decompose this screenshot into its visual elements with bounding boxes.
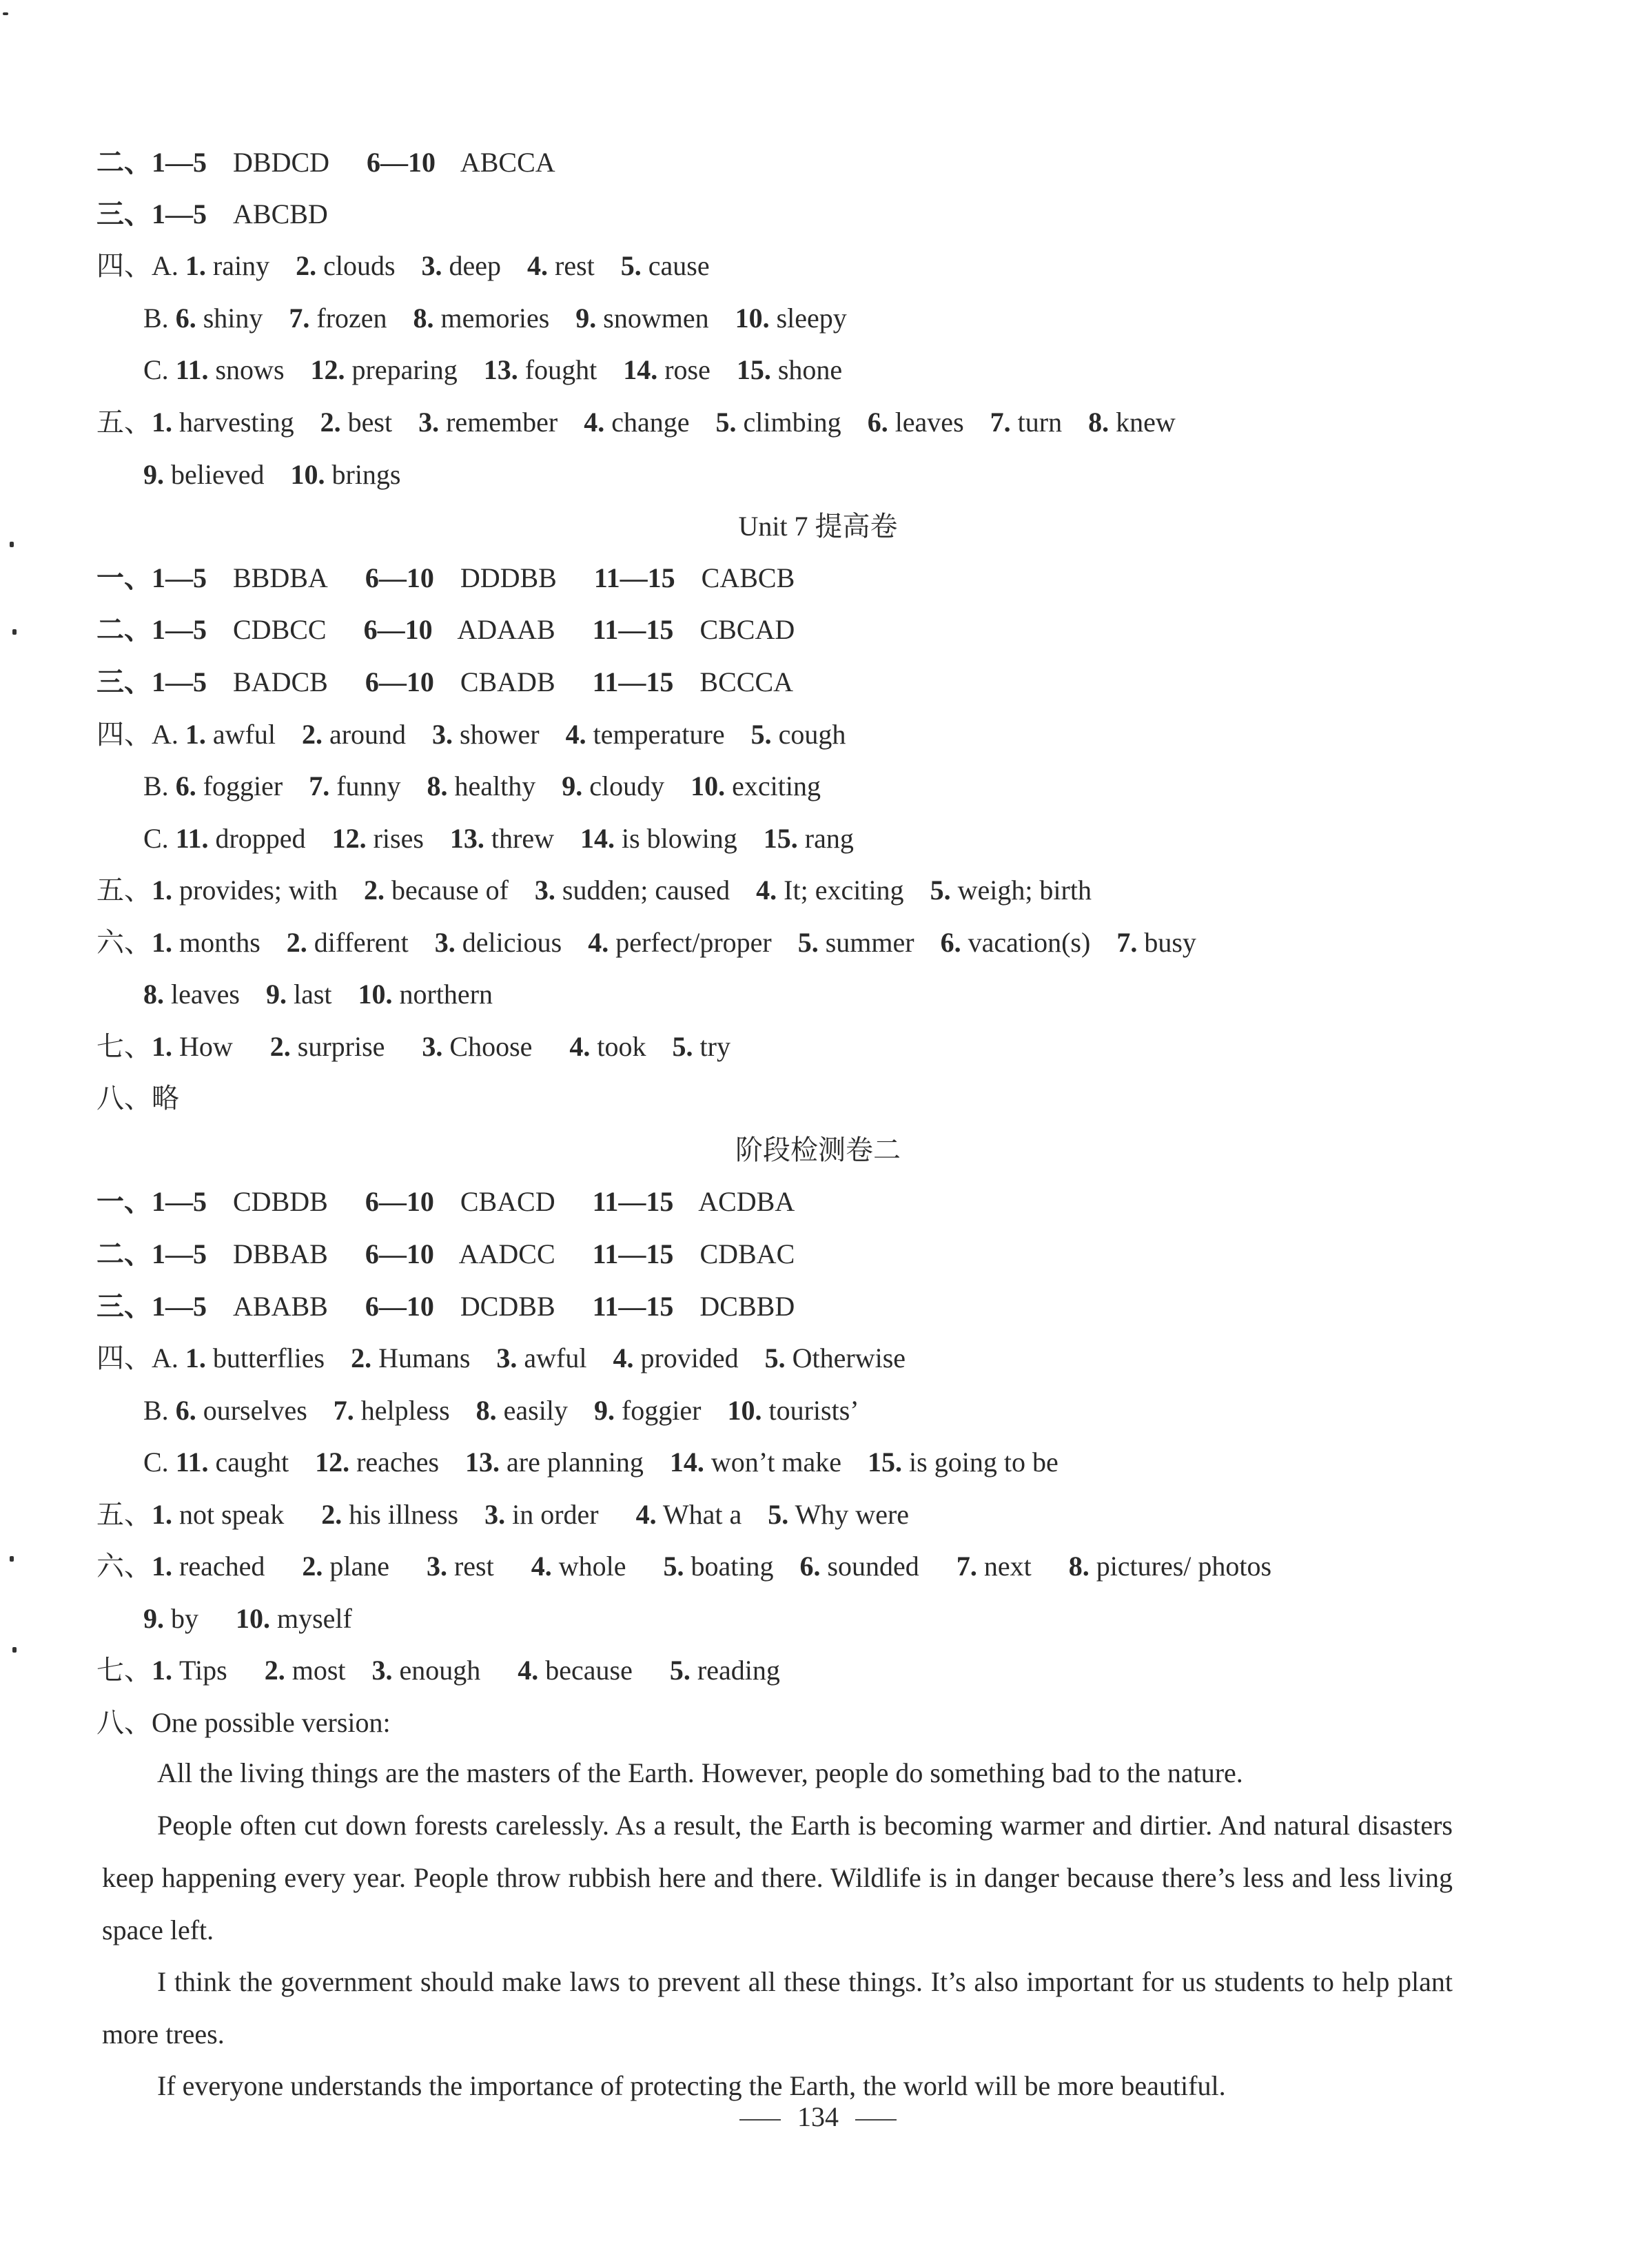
item-number: 5.	[764, 1342, 786, 1373]
answer-text: harvesting	[179, 407, 294, 438]
answer-text: northern	[399, 979, 493, 1010]
answer-line	[143, 977, 1540, 1012]
item-number: 6—10	[365, 562, 434, 593]
item-number: 5.	[669, 1655, 691, 1686]
answer-line	[96, 664, 1540, 700]
item-number: 6.	[940, 927, 961, 958]
item-number: 6—10	[363, 614, 433, 645]
scan-speck	[10, 1556, 14, 1562]
item-number: 12.	[331, 823, 367, 854]
answer-text: exciting	[732, 770, 821, 801]
part-label: 六、	[96, 1551, 152, 1582]
page-number-text: 134	[797, 2101, 839, 2132]
answer-text: BADCB	[233, 666, 328, 697]
answer-text: busy	[1144, 927, 1196, 958]
item-number: 8.	[413, 303, 434, 334]
answer-text: turn	[1017, 407, 1063, 438]
answer-text: CDBDB	[233, 1186, 328, 1217]
item-number: 14.	[623, 354, 658, 385]
item-number: 6—10	[365, 666, 434, 697]
answer-text: his illness	[349, 1499, 459, 1530]
answer-text: deep	[449, 250, 502, 281]
answer-text: sleepy	[776, 303, 847, 334]
answer-text: DBBAB	[233, 1238, 328, 1269]
answer-text: easily	[503, 1395, 568, 1426]
answer-text: rest	[555, 250, 595, 281]
item-number: 1.	[152, 1655, 172, 1686]
answer-text: rainy	[212, 250, 270, 281]
answer-line	[96, 717, 1540, 753]
item-number: 13.	[483, 354, 518, 385]
item-number: 2.	[269, 1031, 291, 1062]
item-number: 14.	[580, 823, 615, 854]
answer-text: clouds	[323, 250, 396, 281]
item-number: 2.	[351, 1342, 372, 1373]
item-number: 9.	[265, 979, 287, 1010]
answer-text: different	[314, 927, 409, 958]
item-number: 5.	[672, 1031, 693, 1062]
answer-text: because	[545, 1655, 633, 1686]
page-number	[0, 2101, 1636, 2133]
item-number: 11—15	[593, 562, 675, 593]
answer-text: dropped	[215, 823, 306, 854]
part-label: 五、	[96, 875, 152, 906]
answer-text: Tips	[179, 1655, 227, 1686]
item-number: 3.	[371, 1655, 393, 1686]
answer-text: pictures/ photos	[1096, 1551, 1272, 1582]
paragraph-text: If everyone understands the importance of protecting the Earth, the world will be more beautiful.	[157, 2070, 1226, 2101]
item-number: 12.	[315, 1447, 350, 1478]
answer-text: by	[171, 1603, 198, 1634]
answer-text: DCDBB	[460, 1291, 555, 1322]
item-number: 3.	[434, 927, 456, 958]
answer-text: months	[179, 927, 260, 958]
scan-speck	[12, 1647, 17, 1653]
part-label: B.	[143, 770, 169, 801]
part-label: C.	[143, 354, 169, 385]
answer-text: enough	[399, 1655, 481, 1686]
answer-text: Humans	[378, 1342, 471, 1373]
item-number: 二、1—5	[96, 1238, 207, 1269]
item-number: 6.	[175, 770, 196, 801]
section-heading: 阶段检测卷二	[735, 1134, 901, 1165]
answer-line	[96, 612, 1540, 648]
answer-text: CBADB	[460, 666, 555, 697]
answer-text: fought	[524, 354, 597, 385]
answer-text: rises	[373, 823, 424, 854]
item-number: 三、1—5	[96, 1291, 207, 1322]
item-number: 4.	[569, 1031, 591, 1062]
answer-line	[143, 821, 1540, 857]
item-number: 8.	[1088, 407, 1110, 438]
answer-text: CABCB	[701, 562, 795, 593]
answer-text: rest	[453, 1551, 494, 1582]
item-number: 5.	[715, 407, 737, 438]
answer-line	[96, 196, 1540, 232]
answer-text: shiny	[203, 303, 263, 334]
item-number: 3.	[484, 1499, 506, 1530]
item-number: 11.	[175, 1447, 209, 1478]
item-number: 6.	[175, 1395, 196, 1426]
scan-speck	[12, 629, 17, 635]
item-number: 11.	[175, 354, 209, 385]
item-number: 6—10	[365, 1186, 434, 1217]
item-number: 1.	[152, 1551, 172, 1582]
item-number: 5.	[930, 875, 951, 906]
item-number: 6—10	[365, 1238, 434, 1269]
answer-line	[96, 1081, 1540, 1116]
answer-line	[96, 1340, 1540, 1376]
answer-text: weigh; birth	[957, 875, 1092, 906]
item-number: 8.	[143, 979, 164, 1010]
answer-text: cause	[648, 250, 710, 281]
answer-text: provides; with	[179, 875, 338, 906]
item-number: 11.	[175, 823, 209, 854]
item-number: 4.	[565, 719, 586, 750]
answer-text: is blowing	[621, 823, 737, 854]
part-label: B.	[143, 1395, 169, 1426]
answer-text: last	[293, 979, 332, 1010]
answer-text: ACDBA	[698, 1186, 795, 1217]
answer-text: rose	[664, 354, 710, 385]
item-number: 4.	[756, 875, 777, 906]
item-number: 2.	[286, 927, 307, 958]
part-label: 四、A.	[96, 1342, 178, 1373]
item-number: 4.	[635, 1499, 657, 1530]
answer-text: temperature	[593, 719, 725, 750]
answer-line	[143, 352, 1540, 388]
item-number: 10.	[358, 979, 393, 1010]
answer-text: foggier	[203, 770, 283, 801]
item-number: 15.	[736, 354, 771, 385]
item-number: 1.	[185, 1342, 206, 1373]
item-number: 14.	[669, 1447, 704, 1478]
item-number: 9.	[593, 1395, 615, 1426]
answer-text: perfect/proper	[615, 927, 772, 958]
answer-text: boating	[691, 1551, 774, 1582]
answer-text: reading	[697, 1655, 780, 1686]
answer-text: provided	[640, 1342, 739, 1373]
item-number: 7.	[990, 407, 1011, 438]
answer-text: try	[699, 1031, 730, 1062]
answer-text: reaches	[356, 1447, 440, 1478]
answer-line	[143, 768, 1540, 804]
item-number: 13.	[465, 1447, 500, 1478]
answer-text: BBDBA	[233, 562, 328, 593]
answer-text: healthy	[454, 770, 536, 801]
answer-text: frozen	[316, 303, 387, 334]
part-label: 七、	[96, 1031, 152, 1062]
part-label: C.	[143, 823, 169, 854]
answer-text: ourselves	[203, 1395, 307, 1426]
item-number: 10.	[691, 770, 726, 801]
part-label: C.	[143, 1447, 169, 1478]
item-number: 11—15	[592, 1186, 674, 1217]
answer-text: summer	[825, 927, 914, 958]
answer-text: caught	[215, 1447, 289, 1478]
item-number: 7.	[956, 1551, 977, 1582]
answer-text: next	[983, 1551, 1032, 1582]
item-number: 4.	[588, 927, 609, 958]
item-number: 5.	[663, 1551, 684, 1582]
part-label: 七、	[96, 1655, 152, 1686]
answer-text: CDBAC	[699, 1238, 795, 1269]
answer-text: most	[292, 1655, 346, 1686]
item-number: 3.	[432, 719, 453, 750]
item-number: 11—15	[592, 1291, 674, 1322]
item-number: 2.	[264, 1655, 285, 1686]
answer-line	[143, 1393, 1540, 1429]
part-label: 五、	[96, 407, 152, 438]
item-number: 9.	[575, 303, 597, 334]
item-number: 9.	[143, 1603, 164, 1634]
answer-text: awful	[524, 1342, 587, 1373]
answer-line	[96, 405, 1540, 440]
paragraph-text: All the living things are the masters of the Earth. However, people do something bad to the nature.	[157, 1757, 1243, 1788]
item-number: 8.	[1068, 1551, 1090, 1582]
item-number: 2.	[301, 719, 323, 750]
answer-text: in order	[512, 1499, 599, 1530]
item-number: 5.	[620, 250, 642, 281]
answer-text: whole	[558, 1551, 626, 1582]
item-number: 2.	[363, 875, 385, 906]
item-number: 5.	[750, 719, 772, 750]
item-number: 7.	[309, 770, 330, 801]
answer-text: myself	[277, 1603, 352, 1634]
answer-line	[96, 1653, 1540, 1688]
item-number: 一、1—5	[96, 562, 207, 593]
answer-text: vacation(s)	[968, 927, 1091, 958]
answer-line	[96, 1289, 1540, 1325]
answer-text: sudden; caused	[562, 875, 730, 906]
item-number: 二、1—5	[96, 147, 207, 178]
item-number: 4.	[527, 250, 549, 281]
answer-text: CBACD	[460, 1186, 555, 1217]
item-number: 1.	[152, 1499, 172, 1530]
answer-text: ABABB	[233, 1291, 328, 1322]
answer-text: best	[347, 407, 393, 438]
answer-text: AADCC	[458, 1238, 555, 1269]
answer-text: ABCCA	[460, 147, 555, 178]
answer-line	[96, 1705, 1540, 1741]
answer-text: because of	[391, 875, 509, 906]
answer-text: plane	[329, 1551, 389, 1582]
answer-text: tourists’	[768, 1395, 859, 1426]
part-label: 六、	[96, 927, 152, 958]
answer-text: is going to be	[909, 1447, 1059, 1478]
item-number: 6.	[175, 303, 196, 334]
essay-paragraph	[102, 1956, 1453, 2061]
item-number: 7.	[333, 1395, 354, 1426]
part-label: 八、One possible version:	[96, 1707, 391, 1738]
answer-line	[143, 457, 1540, 493]
answer-text: cloudy	[589, 770, 665, 801]
item-number: 3.	[496, 1342, 518, 1373]
item-number: 1.	[152, 927, 172, 958]
item-number: 3.	[426, 1551, 447, 1582]
answer-text: What a	[662, 1499, 742, 1530]
answer-text: Choose	[449, 1031, 533, 1062]
answer-text: sounded	[827, 1551, 919, 1582]
item-number: 2.	[320, 407, 341, 438]
essay-paragraph	[102, 1747, 1453, 1799]
item-number: 3.	[421, 250, 442, 281]
answer-text: not speak	[179, 1499, 285, 1530]
item-number: 11—15	[592, 1238, 674, 1269]
answer-line	[96, 925, 1540, 961]
answer-line	[96, 1236, 1540, 1272]
answer-line	[96, 872, 1540, 908]
answer-line	[96, 560, 1540, 596]
answer-line	[143, 1601, 1540, 1637]
item-number: 2.	[302, 1551, 323, 1582]
item-number: 二、1—5	[96, 614, 207, 645]
item-number: 5.	[797, 927, 819, 958]
answer-text: preparing	[351, 354, 458, 385]
answer-line	[96, 145, 1540, 181]
answer-line	[96, 1029, 1540, 1065]
item-number: 6—10	[365, 1291, 434, 1322]
answer-text: shone	[777, 354, 843, 385]
part-label: B.	[143, 303, 169, 334]
part-label: 八、略	[96, 1083, 179, 1114]
item-number: 8.	[476, 1395, 497, 1426]
answer-line	[96, 1549, 1540, 1584]
answer-text: How	[179, 1031, 233, 1062]
item-number: 4.	[518, 1655, 539, 1686]
item-number: 10.	[727, 1395, 762, 1426]
item-number: 15.	[868, 1447, 903, 1478]
part-label: 五、	[96, 1499, 152, 1530]
answer-text: It; exciting	[784, 875, 904, 906]
item-number: 11—15	[592, 666, 674, 697]
item-number: 三、1—5	[96, 666, 207, 697]
item-number: 4.	[613, 1342, 634, 1373]
answer-text: cough	[778, 719, 846, 750]
answer-text: leaves	[894, 407, 964, 438]
answer-text: funny	[336, 770, 401, 801]
answer-text: rang	[804, 823, 854, 854]
answer-text: awful	[212, 719, 276, 750]
item-number: 1.	[185, 719, 206, 750]
answer-text: CDBCC	[233, 614, 327, 645]
answer-text: shower	[460, 719, 540, 750]
answer-text: snowmen	[603, 303, 709, 334]
item-number: 1.	[152, 1031, 172, 1062]
answer-text: change	[611, 407, 690, 438]
paragraph-text: I think the government should make laws to prevent all these things. It’s also important for us students to help plant more trees.	[102, 1966, 1453, 2050]
answer-text: foggier	[621, 1395, 702, 1426]
answer-text: BCCCA	[699, 666, 794, 697]
answer-text: are planning	[507, 1447, 644, 1478]
answer-text: CBCAD	[699, 614, 795, 645]
answer-text: DCBBD	[699, 1291, 795, 1322]
item-number: 4.	[531, 1551, 552, 1582]
item-number: 2.	[296, 250, 317, 281]
item-number: 5.	[768, 1499, 789, 1530]
answer-text: butterflies	[212, 1342, 325, 1373]
answer-text: around	[329, 719, 407, 750]
answer-text: won’t make	[710, 1447, 842, 1478]
item-number: 一、1—5	[96, 1186, 207, 1217]
item-number: 三、1—5	[96, 198, 207, 229]
item-number: 6—10	[367, 147, 436, 178]
item-number: 9.	[562, 770, 583, 801]
item-number: 6.	[799, 1551, 821, 1582]
answer-text: delicious	[462, 927, 562, 958]
item-number: 6.	[867, 407, 888, 438]
item-number: 11—15	[592, 614, 674, 645]
item-number: 4.	[584, 407, 605, 438]
answer-text: surprise	[297, 1031, 385, 1062]
item-number: 7.	[1116, 927, 1138, 958]
answer-line	[143, 1444, 1540, 1480]
item-number: 12.	[310, 354, 345, 385]
answer-text: ADAAB	[457, 614, 555, 645]
answer-text: ABCBD	[233, 198, 328, 229]
answer-text: DBDCD	[233, 147, 330, 178]
answer-text: Why were	[795, 1499, 910, 1530]
answer-line	[143, 300, 1540, 336]
answer-line	[96, 1184, 1540, 1220]
answer-text: remember	[446, 407, 558, 438]
answer-text: took	[597, 1031, 646, 1062]
scan-speck	[3, 12, 8, 15]
item-number: 15.	[763, 823, 798, 854]
answer-text: threw	[491, 823, 554, 854]
answer-text: helpless	[360, 1395, 450, 1426]
item-number: 8.	[427, 770, 448, 801]
item-number: 9.	[143, 459, 164, 490]
answer-text: reached	[179, 1551, 265, 1582]
answer-text: DDDBB	[460, 562, 557, 593]
scan-speck	[10, 542, 14, 547]
answer-text: believed	[171, 459, 265, 490]
essay-paragraph	[102, 1799, 1453, 1957]
answer-line	[96, 1497, 1540, 1533]
answer-text: knew	[1116, 407, 1176, 438]
part-label: 四、A.	[96, 719, 178, 750]
paragraph-text: People often cut down forests carelessly. As a result, the Earth is becoming warmer and dirtier. And natural disasters keep happening every year. People throw rubbish here and there. Wildlife is in danger because there’s less and less living space left.	[102, 1810, 1453, 1945]
answer-line	[96, 248, 1540, 284]
item-number: 1.	[185, 250, 206, 281]
item-number: 1.	[152, 875, 172, 906]
section-heading: Unit 7 提高卷	[738, 511, 898, 542]
item-number: 1.	[152, 407, 172, 438]
answer-text: leaves	[171, 979, 240, 1010]
answer-text: brings	[331, 459, 401, 490]
answer-text: climbing	[743, 407, 841, 438]
item-number: 3.	[422, 1031, 443, 1062]
item-number: 13.	[449, 823, 484, 854]
answer-text: memories	[440, 303, 550, 334]
item-number: 3.	[418, 407, 440, 438]
item-number: 10.	[236, 1603, 270, 1634]
part-label: 四、A.	[96, 250, 178, 281]
answer-text: Otherwise	[792, 1342, 906, 1373]
item-number: 10.	[735, 303, 770, 334]
item-number: 3.	[534, 875, 555, 906]
item-number: 10.	[290, 459, 325, 490]
item-number: 7.	[289, 303, 310, 334]
item-number: 2.	[321, 1499, 342, 1530]
answer-text: snows	[215, 354, 285, 385]
